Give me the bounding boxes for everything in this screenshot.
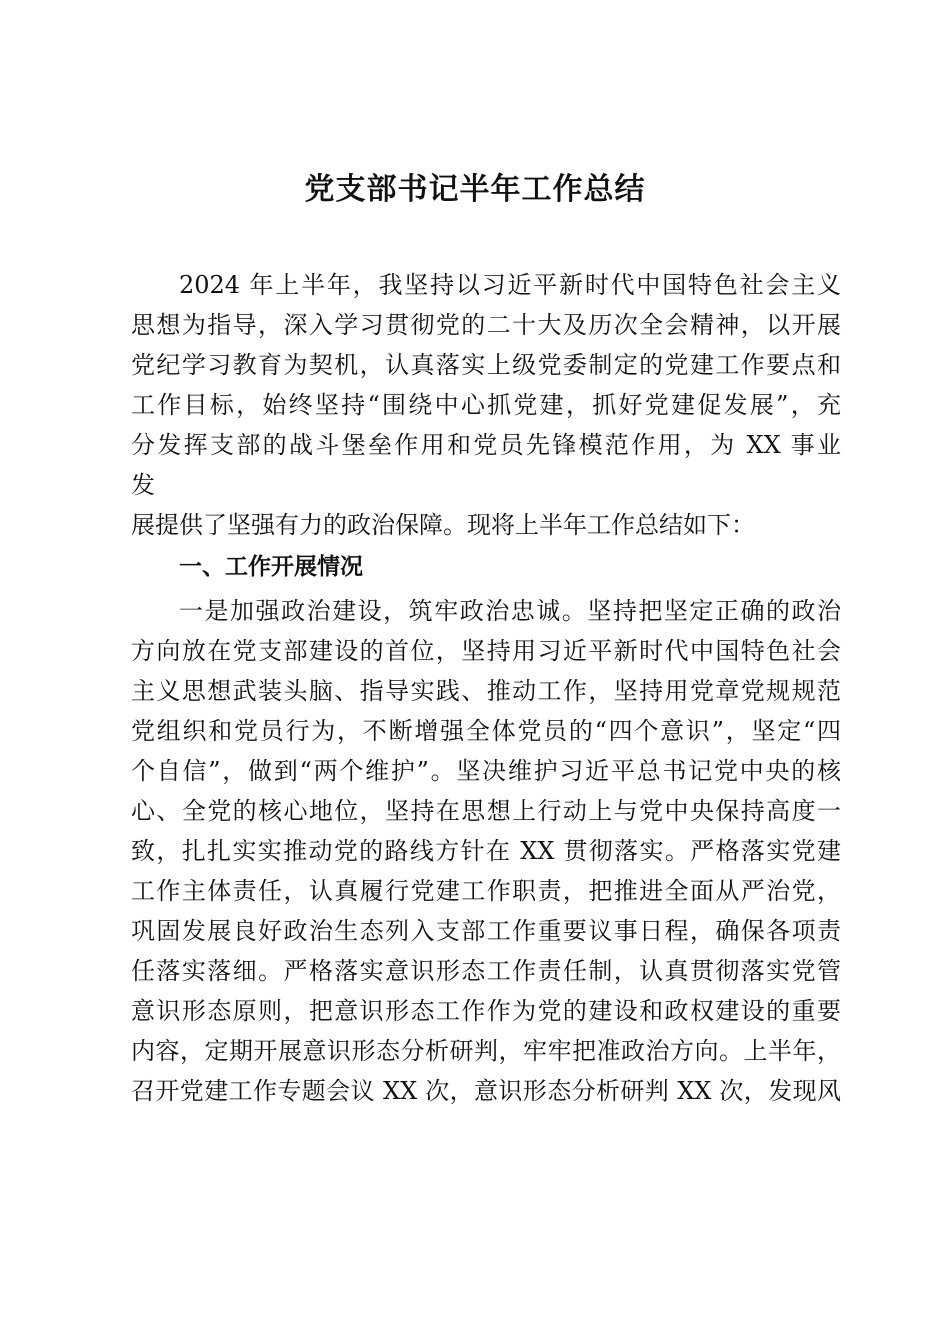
body-line: 主义思想武装头脑、指导实践、推动工作，坚持用党章党规规范 bbox=[131, 677, 841, 705]
document-title: 党支部书记半年工作总结 bbox=[304, 172, 646, 207]
body-line: 召开党建工作专题会议 XX 次，意识形态分析研判 XX 次，发现风 bbox=[131, 1077, 841, 1105]
intro-line: 党纪学习教育为契机，认真落实上级党委制定的党建工作要点和 bbox=[131, 351, 841, 379]
body-line: 致，扎扎实实推动党的路线方针在 XX 贯彻落实。严格落实党建 bbox=[131, 837, 841, 865]
intro-line: 思想为指导，深入学习贯彻党的二十大及历次全会精神，以开展 bbox=[131, 311, 841, 339]
body-line: 心、全党的核心地位，坚持在思想上行动上与党中央保持高度一 bbox=[131, 797, 841, 825]
body-line: 巩固发展良好政治生态列入支部工作重要议事日程，确保各项责 bbox=[131, 917, 841, 945]
intro-line: 展提供了坚强有力的政治保障。现将上半年工作总结如下： bbox=[131, 511, 755, 539]
body-line: 内容，定期开展意识形态分析研判，牢牢把准政治方向。上半年， bbox=[131, 1037, 841, 1065]
intro-line: 分发挥支部的战斗堡垒作用和党员先锋模范作用，为 XX 事业 bbox=[131, 431, 841, 459]
body-line: 工作主体责任，认真履行党建工作职责，把推进全面从严治党， bbox=[131, 877, 841, 905]
intro-line: 2024 年上半年，我坚持以习近平新时代中国特色社会主义 bbox=[179, 271, 841, 299]
section-heading: 一、工作开展情况 bbox=[179, 554, 363, 580]
body-line: 一是加强政治建设，筑牢政治忠诚。坚持把坚定正确的政治 bbox=[179, 597, 841, 625]
body-line: 方向放在党支部建设的首位，坚持用习近平新时代中国特色社会 bbox=[131, 637, 841, 665]
intro-line: 工作目标，始终坚持“围绕中心抓党建，抓好党建促发展”，充 bbox=[131, 391, 841, 419]
body-line: 党组织和党员行为，不断增强全体党员的“四个意识”，坚定“四 bbox=[131, 717, 841, 745]
body-line: 任落实落细。严格落实意识形态工作责任制，认真贯彻落实党管 bbox=[131, 957, 841, 985]
body-line: 个自信”，做到“两个维护”。坚决维护习近平总书记党中央的核 bbox=[131, 757, 841, 785]
body-line: 意识形态原则，把意识形态工作作为党的建设和政权建设的重要 bbox=[131, 997, 841, 1025]
intro-line: 发 bbox=[131, 471, 155, 499]
